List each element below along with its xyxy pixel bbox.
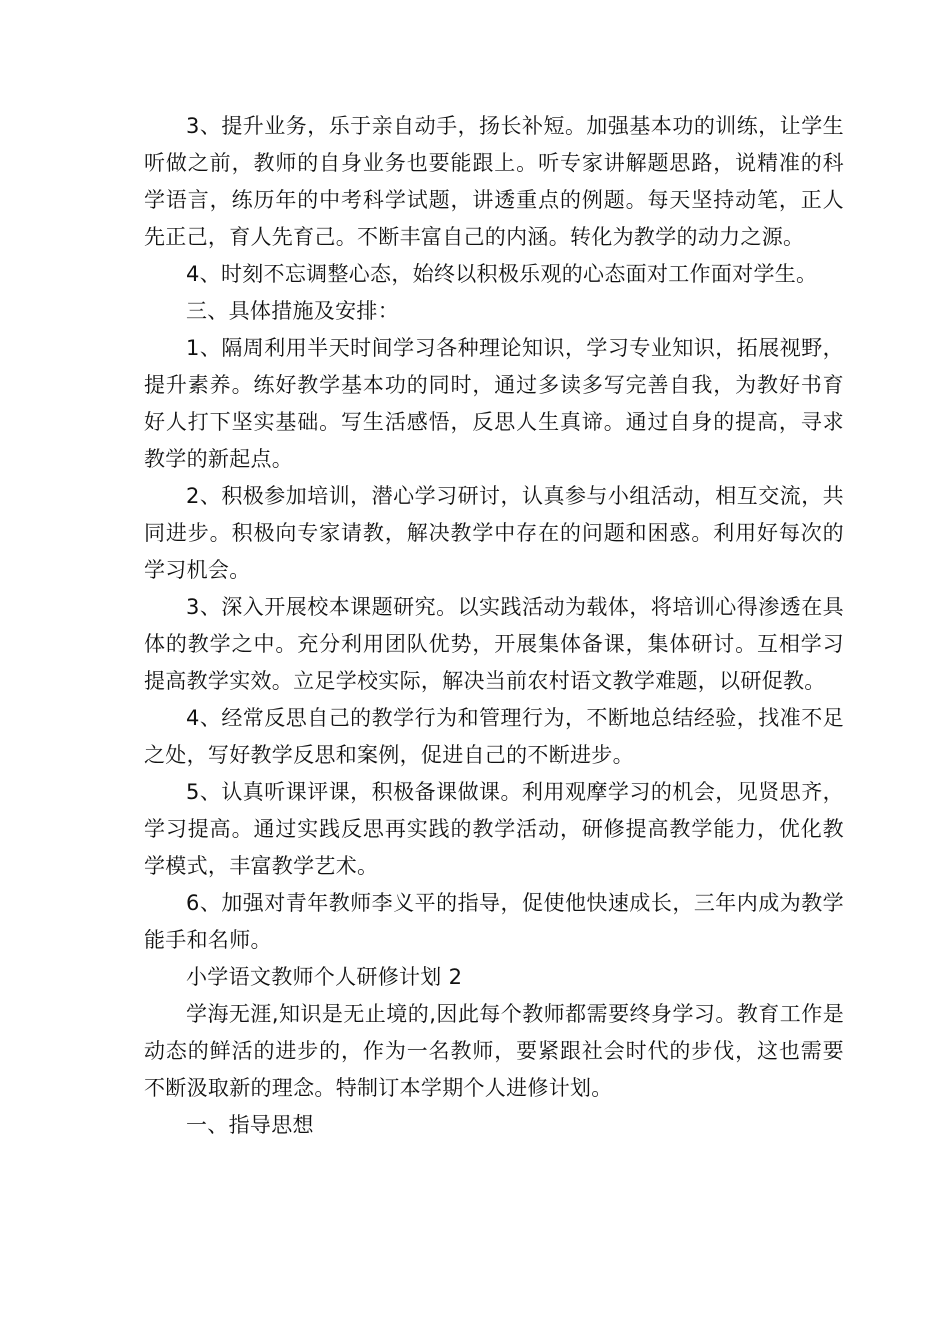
paragraph-business-skills: 3、提升业务，乐于亲自动手，扬长补短。加强基本功的训练，让学生听做之前，教师的自身业务也要能跟上。听专家讲解题思路，说精准的科学语言，练历年的中考科学试题，讲透重点的例题。每天坚持动笔，正人先正己，育人先育己。不断丰富自己的内涵。转化为教学的动力之源。 xyxy=(144,114,844,249)
paragraph-attitude: 4、时刻不忘调整心态，始终以积极乐观的心态面对工作面对学生。 xyxy=(186,262,818,286)
paragraph-measure-3: 3、深入开展校本课题研究。以实践活动为载体，将培训心得渗透在具体的教学之中。充分利用团队优势，开展集体备课，集体研讨。互相学习提高教学实效。立足学校实际，解决当前农村语文教学难题，以研促教。 xyxy=(144,595,844,693)
paragraph-measure-4: 4、经常反思自己的教学行为和管理行为，不断地总结经验，找准不足之处，写好教学反思和案例，促进自己的不断进步。 xyxy=(144,706,844,767)
document-subtitle: 小学语文教师个人研修计划 2 xyxy=(186,965,463,989)
paragraph-measure-6: 6、加强对青年教师李义平的指导，促使他快速成长，三年内成为教学能手和名师。 xyxy=(144,891,844,952)
section-heading-measures: 三、具体措施及安排： xyxy=(186,299,399,323)
paragraph-measure-1: 1、隔周利用半天时间学习各种理论知识，学习专业知识，拓展视野，提升素养。练好教学基本功的同时，通过多读多写完善自我，为教好书育好人打下坚实基础。写生活感悟，反思人生真谛。通过自身的提高，寻求教学的新起点。 xyxy=(144,336,844,471)
paragraph-measure-5: 5、认真听课评课，积极备课做课。利用观摩学习的机会，见贤思齐，学习提高。通过实践反思再实践的教学活动，研修提高教学能力，优化教学模式，丰富教学艺术。 xyxy=(144,780,844,878)
section-heading-guiding-thought: 一、指导思想 xyxy=(186,1113,314,1137)
paragraph-intro: 学海无涯,知识是无止境的,因此每个教师都需要终身学习。教育工作是动态的鲜活的进步的，作为一名教师，要紧跟社会时代的步伐，这也需要不断汲取新的理念。特制订本学期个人进修计划。 xyxy=(144,1002,844,1100)
document-body xyxy=(144,108,844,1144)
paragraph-measure-2: 2、积极参加培训，潜心学习研讨，认真参与小组活动，相互交流，共同进步。积极向专家请教，解决教学中存在的问题和困惑。利用好每次的学习机会。 xyxy=(144,484,844,582)
